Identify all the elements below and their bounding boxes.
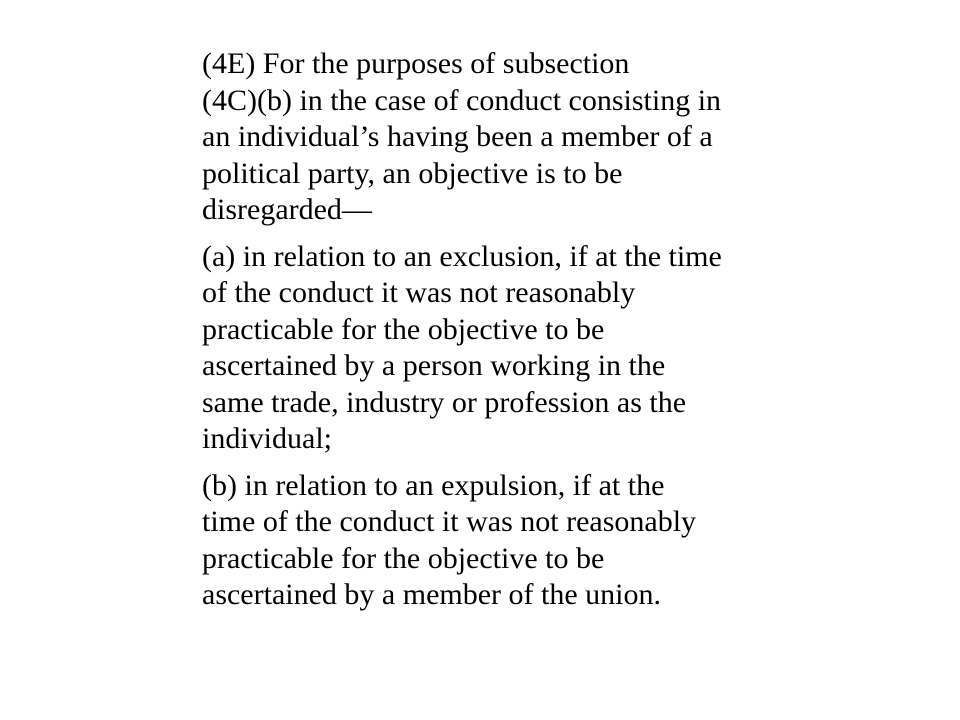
text-line: ascertained by a member of the union. [202,578,661,611]
text-line: time of the conduct it was not reasonably [202,505,697,538]
paragraph-4e [202,46,762,229]
text-line: of the conduct it was not reasonably [202,276,636,309]
text-line: (4E) For the purposes of subsection [202,47,630,80]
text-line: ascertained by a person working in the [202,349,666,382]
text-line: (b) in relation to an expulsion, if at the [202,468,665,502]
legal-text-block [202,46,762,624]
paragraph-b [202,468,762,614]
paragraph-a [202,239,762,458]
text-line: political party, an objective is to be [202,156,623,190]
text-line: disregarded— [202,193,372,226]
text-line: practicable for the objective to be [202,541,605,575]
text-line: individual; [202,422,332,455]
text-line: (4C)(b) in the case of conduct consisting in [202,83,722,117]
text-line: (a) in relation to an exclusion, if at the time [202,239,722,273]
text-line: same trade, industry or profession as the [202,385,687,419]
text-line: practicable for the objective to be [202,312,605,346]
text-line: an individual’s having been a member of a [202,120,713,153]
